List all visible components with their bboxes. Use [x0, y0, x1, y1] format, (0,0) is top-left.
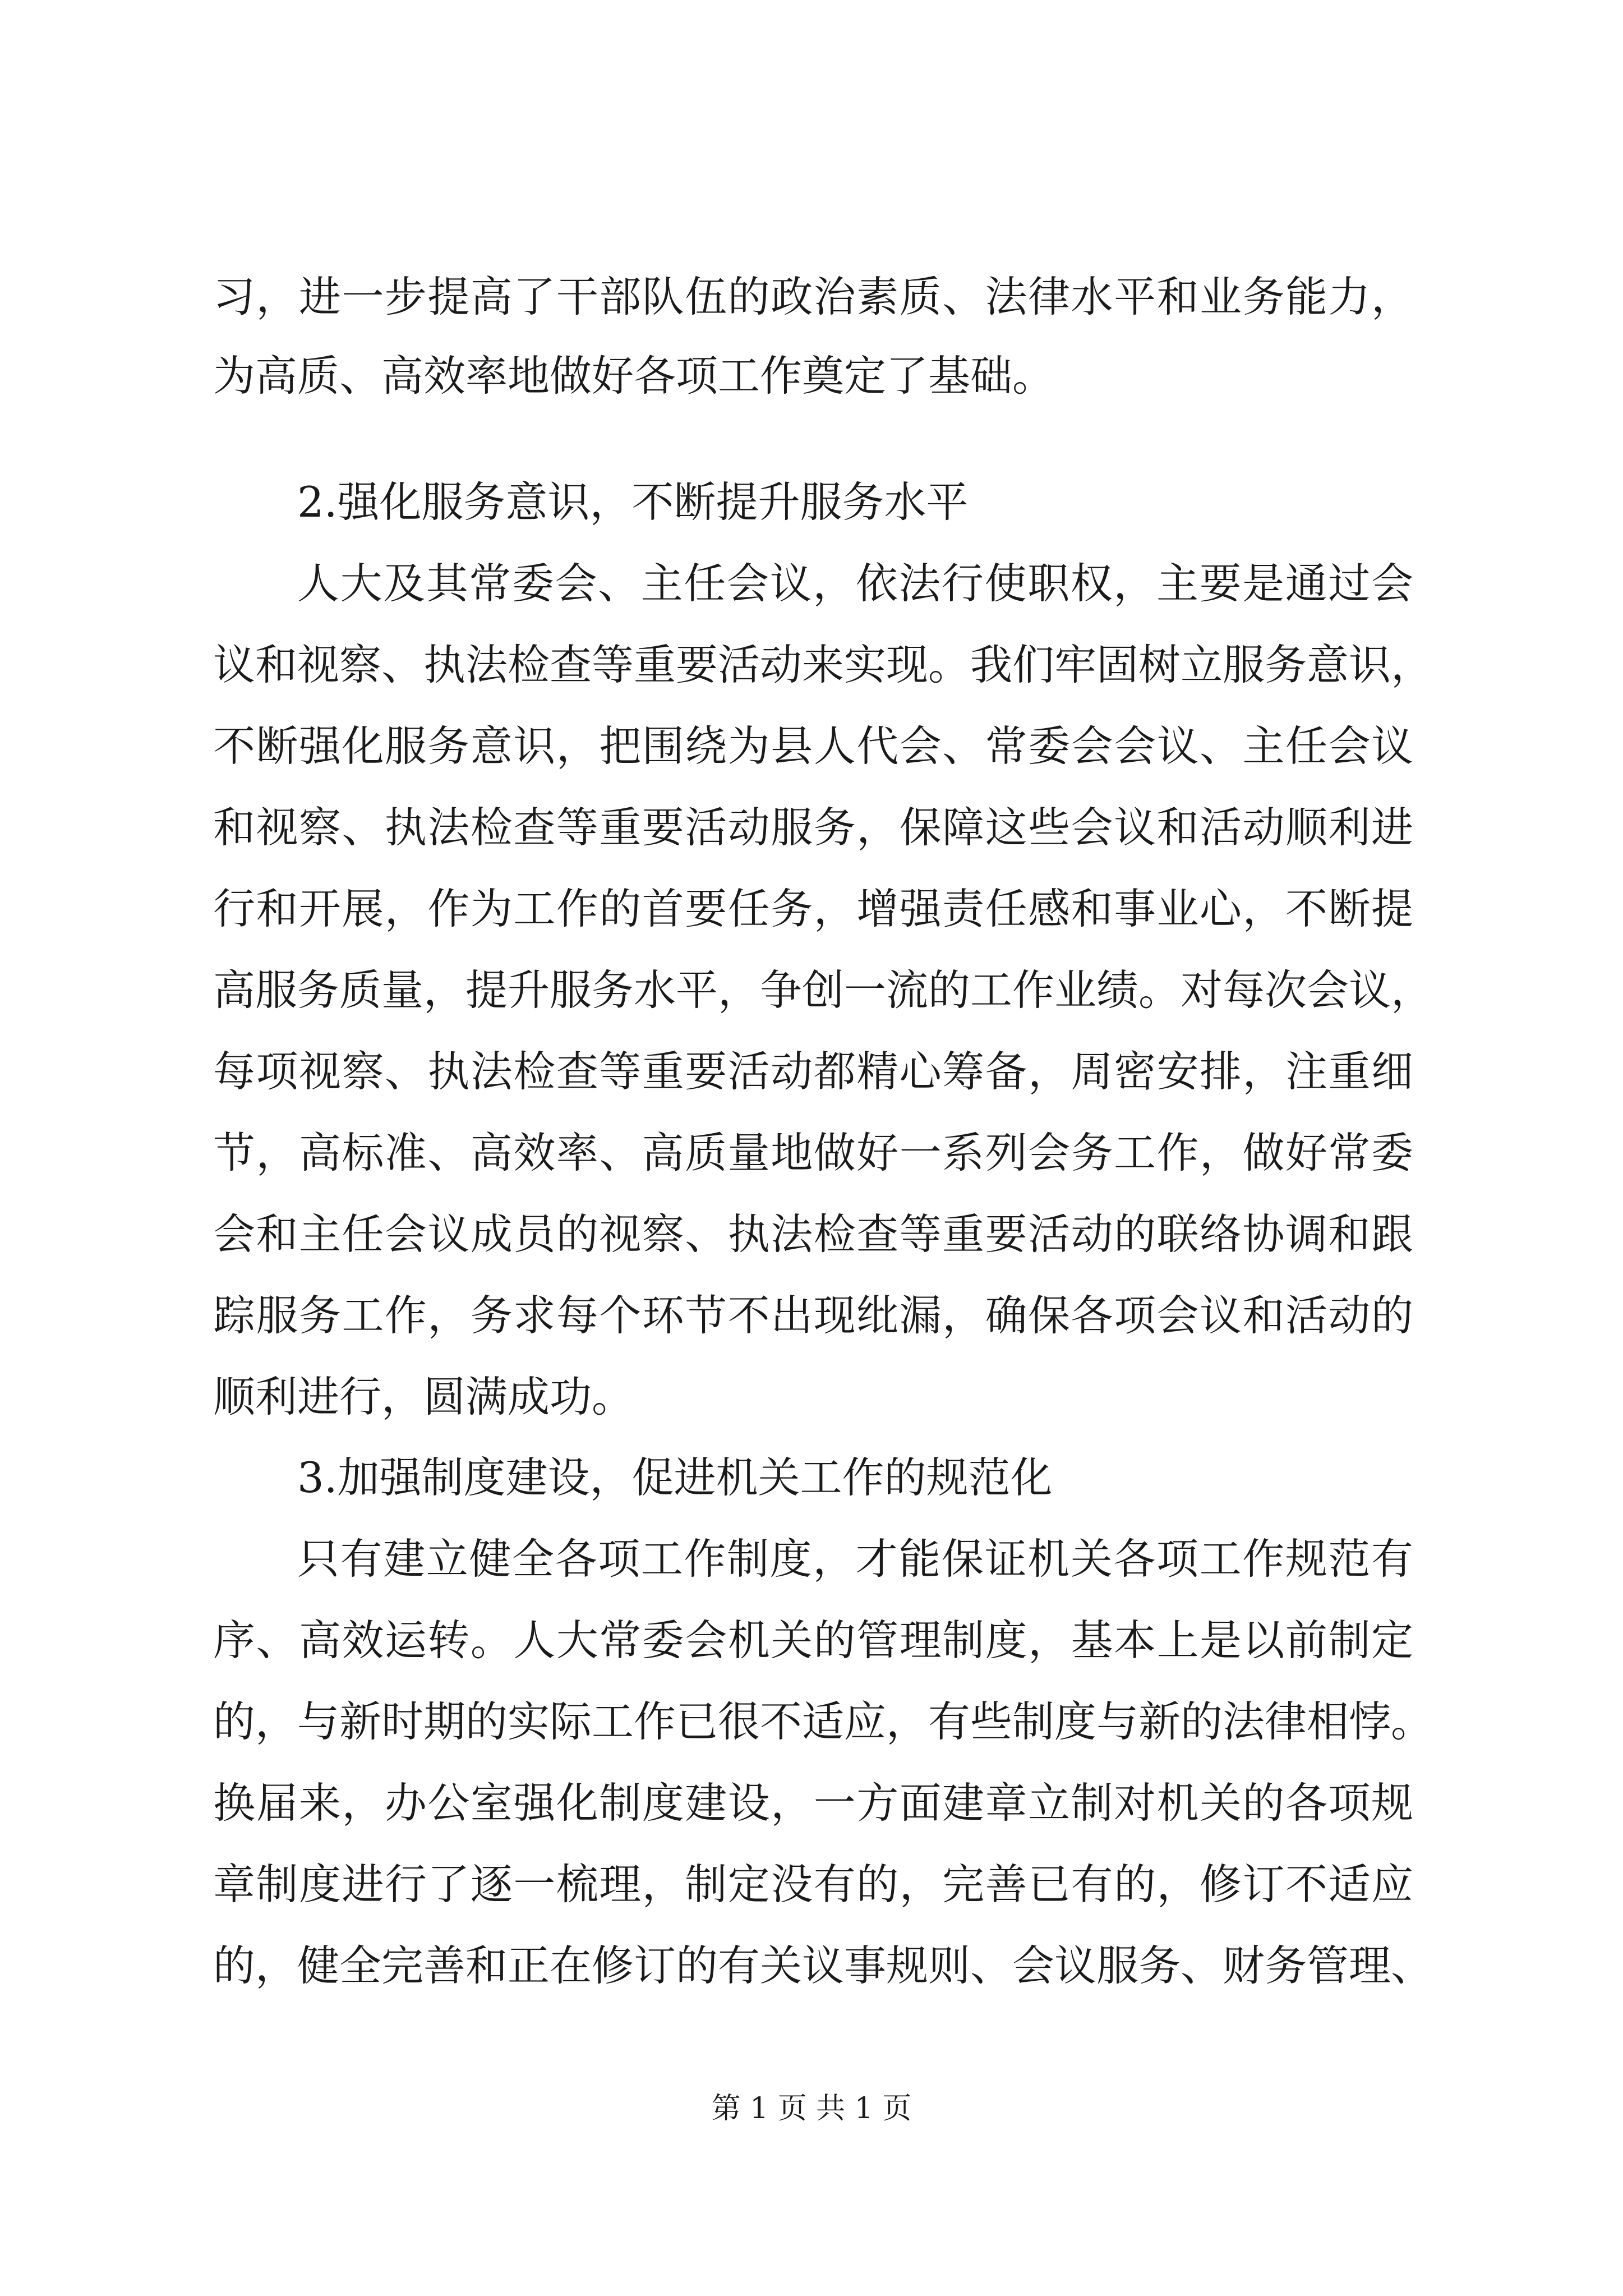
body-line-1: 习，进一步提高了干部队伍的政治素质、法律水平和业务能力， — [213, 272, 1413, 321]
body-line-8: 高服务质量，提升服务水平，争创一流的工作业绩。对每次会议， — [213, 965, 1433, 1015]
body-line-19: 的，健全完善和正在修订的有关议事规则、会议服务、财务管理、 — [213, 1941, 1433, 1990]
body-line-2: 为高质、高效率地做好各项工作奠定了基础。 — [213, 351, 1055, 401]
body-line-7: 行和开展，作为工作的首要任务，增强责任感和事业心，不断提 — [213, 884, 1413, 933]
body-line-5: 不断强化服务意识，把围绕为县人代会、常委会会议、主任会议 — [213, 721, 1413, 771]
body-line-11: 会和主任会议成员的视察、执法检查等重要活动的联络协调和跟 — [213, 1209, 1413, 1259]
body-line-3: 人大及其常委会、主任会议，依法行使职权，主要是通过会 — [297, 559, 1413, 608]
body-line-4: 议和视察、执法检查等重要活动来实现。我们牢固树立服务意识， — [213, 640, 1433, 689]
body-line-14: 只有建立健全各项工作制度，才能保证机关各项工作规范有 — [297, 1534, 1413, 1584]
body-line-9: 每项视察、执法检查等重要活动都精心筹备，周密安排，注重细 — [213, 1047, 1413, 1096]
body-line-6: 和视察、执法检查等重要活动服务，保障这些会议和活动顺利进 — [213, 803, 1413, 852]
body-line-18: 章制度进行了逐一梳理，制定没有的，完善已有的，修订不适应 — [213, 1860, 1413, 1909]
page-number-footer: 第 1 页 共 1 页 — [711, 2092, 912, 2125]
body-line-15: 序、高效运转。人大常委会机关的管理制度，基本上是以前制定 — [213, 1616, 1413, 1665]
body-line-17: 换届来，办公室强化制度建设，一方面建章立制对机关的各项规 — [213, 1778, 1413, 1828]
body-line-13: 顺利进行，圆满成功。 — [213, 1372, 634, 1421]
body-line-16: 的，与新时期的实际工作已很不适应，有些制度与新的法律相悖。 — [213, 1697, 1433, 1746]
body-line-10: 节，高标准、高效率、高质量地做好一系列会务工作，做好常委 — [213, 1128, 1413, 1177]
body-line-12: 踪服务工作，务求每个环节不出现纰漏，确保各项会议和活动的 — [213, 1291, 1413, 1340]
section-heading-3: 3.加强制度建设，促进机关工作的规范化 — [297, 1453, 1053, 1502]
section-heading-2: 2.强化服务意识，不断提升服务水平 — [297, 477, 969, 527]
